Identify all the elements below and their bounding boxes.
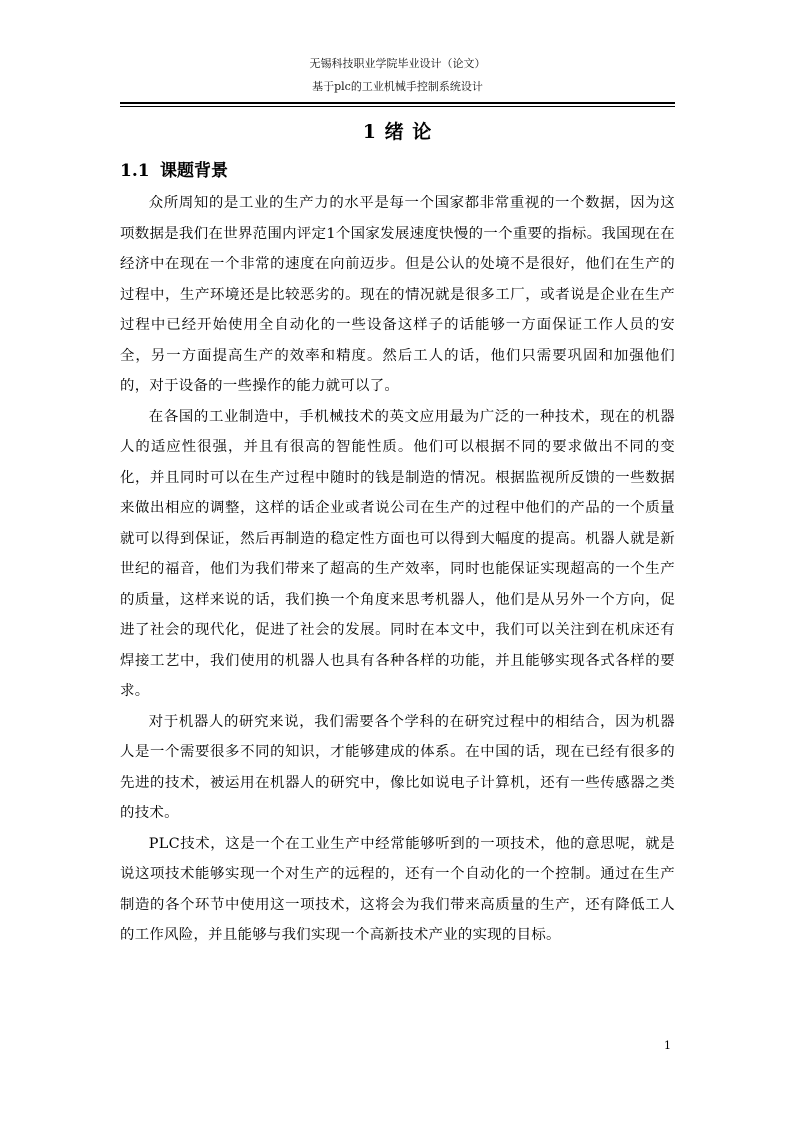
section-number: 1.1	[120, 161, 150, 181]
header-thesis-title: 基于plc的工业机械手控制系统设计	[312, 80, 483, 93]
section-title: 课题背景	[160, 161, 228, 181]
paragraph: PLC技术，这是一个在工业生产中经常能够听到的一项技术，他的意思呢，就是说这项技术能够实现一个对生产的远程的，还有一个自动化的一个控制。通过在生产制造的各个环节中使用这一项技术，这将会为我们带来高质量的生产，还有降低工人的工作风险，并且能够与我们实现一个高新技术产业的实现的目标。	[120, 835, 675, 943]
header-rule-thin	[120, 106, 675, 107]
body-text	[120, 188, 675, 951]
paragraph: 在各国的工业制造中，手机械技术的英文应用最为广泛的一种技术，现在的机器人的适应性很强，并且有很高的智能性质。他们可以根据不同的要求做出不同的变化，并且同时可以在生产过程中随时的钱是制造的情况。根据监视所反馈的一些数据来做出相应的调整，这样的话企业或者说公司在生产的过程中他们的产品的一个质量就可以得到保证，然后再制造的稳定性方面也可以得到大幅度的提高。机器人就是新世纪的福音，他们为我们带来了超高的生产效率，同时也能保证实现超高的一个生产的质量，这样来说的话，我们换一个角度来思考机器人，他们是从另外一个方向，促进了社会的现代化，促进了社会的发展。同时在本文中，我们可以关注到在机床还有焊接工艺中，我们使用的机器人也具有各种各样的功能，并且能够实现各式各样的要求。	[120, 408, 675, 699]
page-number: 1	[664, 1039, 671, 1052]
paragraph: 对于机器人的研究来说，我们需要各个学科的在研究过程中的相结合，因为机器人是一个需要很多不同的知识，才能够建成的体系。在中国的话，现在已经有很多的先进的技术，被运用在机器人的研究中，像比如说电子计算机，还有一些传感器之类的技术。	[120, 713, 675, 821]
section-heading	[120, 158, 228, 184]
header-school-title: 无锡科技职业学院毕业设计（论文）	[309, 57, 486, 70]
chapter-title: 1 绪 论	[362, 121, 433, 143]
paragraph: 众所周知的是工业的生产力的水平是每一个国家都非常重视的一个数据，因为这项数据是我们在世界范围内评定1个国家发展速度快慢的一个重要的指标。我国现在在经济中在现在一个非常的速度在向前迈步。但是公认的处境不是很好，他们在生产的过程中，生产环境还是比较恶劣的。现在的情况就是很多工厂，或者说是企业在生产过程中已经开始使用全自动化的一些设备这样子的话能够一方面保证工作人员的安全，另一方面提高生产的效率和精度。然后工人的话，他们只需要巩固和加强他们的，对于设备的一些操作的能力就可以了。	[120, 195, 675, 394]
header-rule-thick	[120, 102, 675, 104]
